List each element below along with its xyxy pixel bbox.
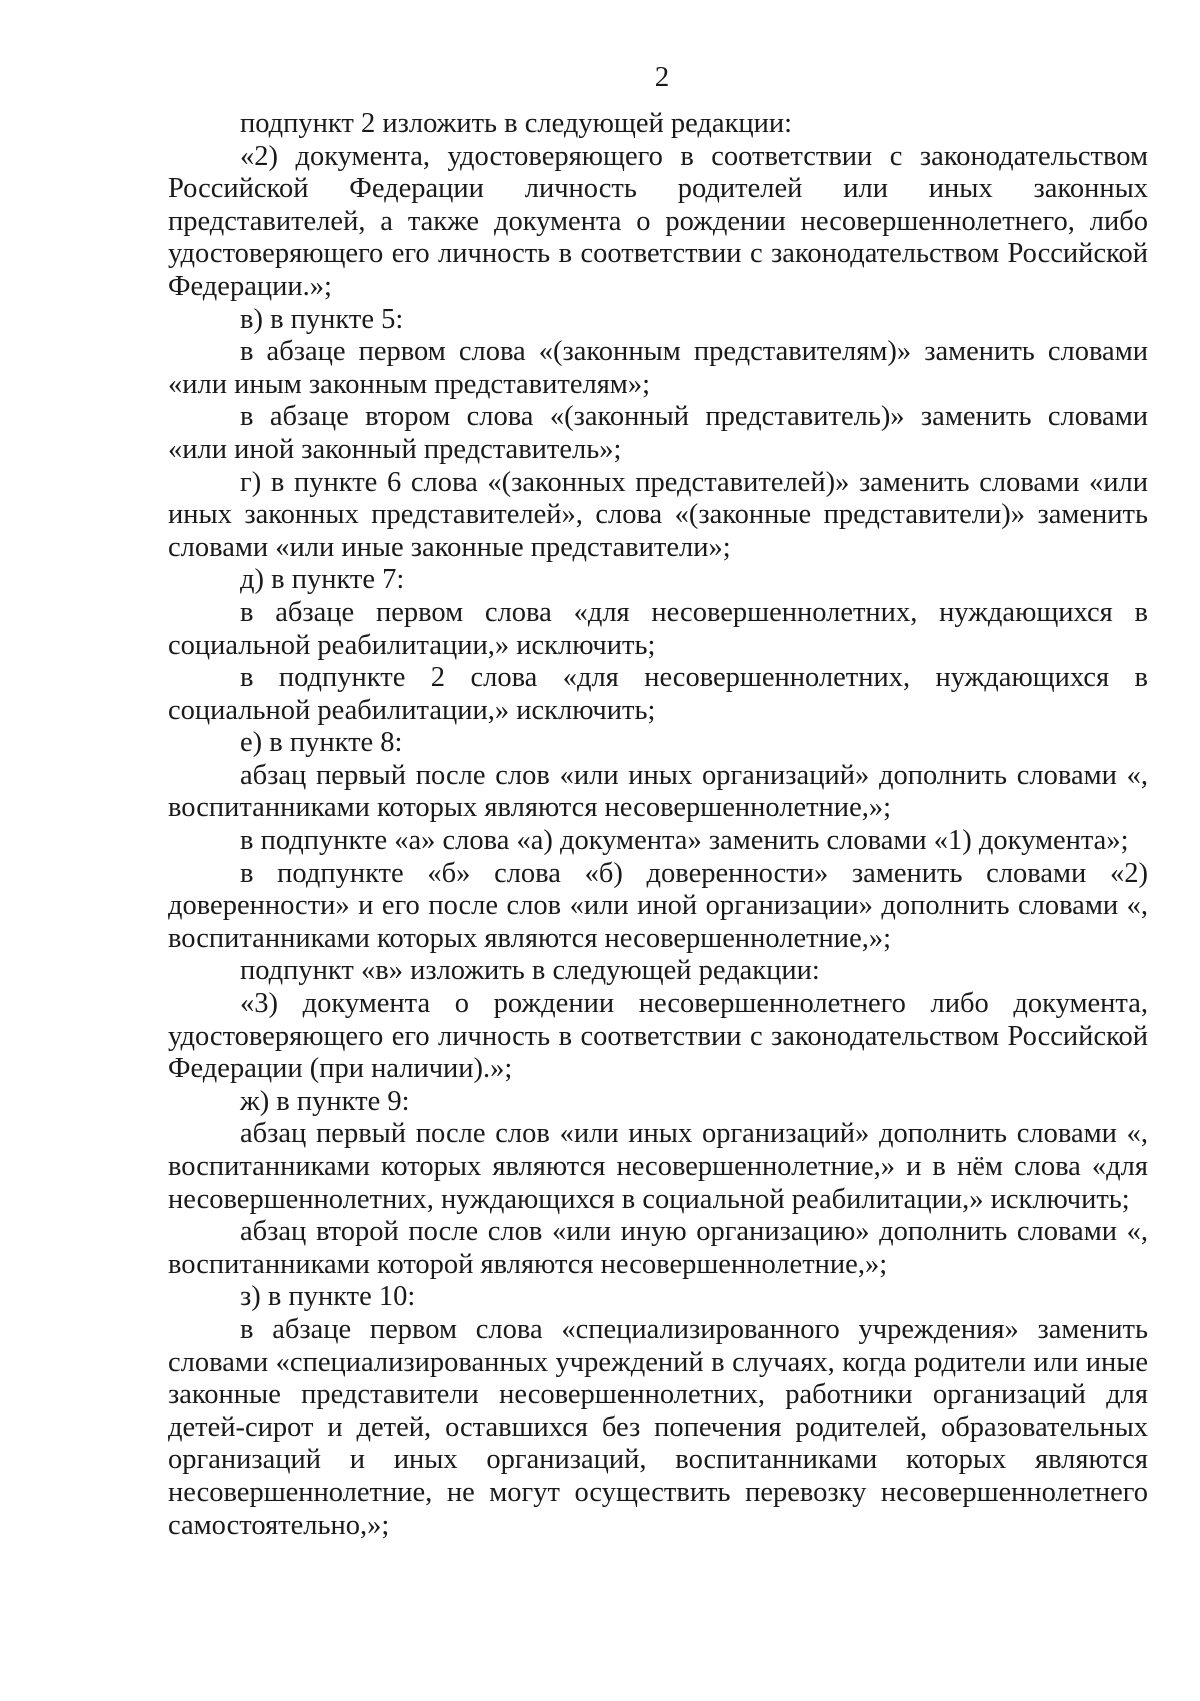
paragraph-10: е) в пункте 8: xyxy=(240,727,403,759)
paragraph-11: абзац первый после слов «или иных организаций» дополнить словами «, воспитанниками которых являются несовершеннолетние,»; xyxy=(168,759,1148,824)
page-number xyxy=(62,60,1200,94)
paragraph-5: в абзаце втором слова «(законный представитель)» заменить словами «или иной законный представитель»; xyxy=(168,401,1148,465)
paragraph-15: «3) документа о рождении несовершеннолетнего либо документа, удостоверяющего его личность в соответствии с законодательством Российской Федерации (при наличии).»; xyxy=(168,988,1148,1085)
paragraph-19: з) в пункте 10: xyxy=(240,1281,416,1313)
paragraph-12: в подпункте «а» слова «а) документа» заменить словами «1) документа»; xyxy=(240,825,1129,857)
paragraph-1: подпункт 2 изложить в следующей редакции: xyxy=(240,108,793,139)
paragraph-6: г) в пункте 6 слова «(законных представителей)» заменить словами «или иных законных представителей», слова «(законные представители)» заменить словами «или иные законные представители»; xyxy=(168,466,1148,563)
paragraph-4: в абзаце первом слова «(законным представителям)» заменить словами «или иным законным представителям»; xyxy=(168,336,1148,400)
paragraph-14: подпункт «в» изложить в следующей редакции: xyxy=(240,955,820,987)
paragraph-18: абзац второй после слов «или иную организацию» дополнить словами «, воспитанниками которой являются несовершеннолетние,»; xyxy=(168,1216,1148,1280)
paragraph-16: ж) в пункте 9: xyxy=(240,1085,410,1117)
paragraph-20: в абзаце первом слова «специализированного учреждения» заменить словами «специализированных учреждений в случаях, когда родители или иные законные представители несовершеннолетних, работники организаций для детей-сирот и детей, оставшихся без попечения родителей, образовательных организаций и иных организаций, воспитанниками которых являются несовершеннолетние, не могут осуществить перевозку несовершеннолетнего самостоятельно,»; xyxy=(168,1313,1148,1541)
document-body xyxy=(168,108,1148,1542)
paragraph-3: в) в пункте 5: xyxy=(240,303,404,335)
page-number-text: 2 xyxy=(654,61,670,93)
paragraph-7: д) в пункте 7: xyxy=(240,564,405,596)
paragraph-9: в подпункте 2 слова «для несовершеннолетних, нуждающихся в социальной реабилитации,» исключить; xyxy=(168,662,1148,726)
paragraph-13: в подпункте «б» слова «б) доверенности» заменить словами «2) доверенности» и его после слов «или иной организации» дополнить словами «, воспитанниками которых являются несовершеннолетние,»; xyxy=(168,857,1148,954)
paragraph-8: в абзаце первом слова «для несовершеннолетних, нуждающихся в социальной реабилитации,» исключить; xyxy=(168,596,1148,661)
paragraph-17: абзац первый после слов «или иных организаций» дополнить словами «, воспитанниками которых являются несовершеннолетние,» и в нём слова «для несовершеннолетних, нуждающихся в социальной реабилитации,» исключить; xyxy=(168,1118,1148,1215)
paragraph-2: «2) документа, удостоверяющего в соответствии с законодательством Российской Федерации личность родителей или иных законных представителей, а также документа о рождении несовершеннолетнего, либо удостоверяющего его личность в соответствии с законодательством Российской Федерации.»; xyxy=(168,140,1148,302)
